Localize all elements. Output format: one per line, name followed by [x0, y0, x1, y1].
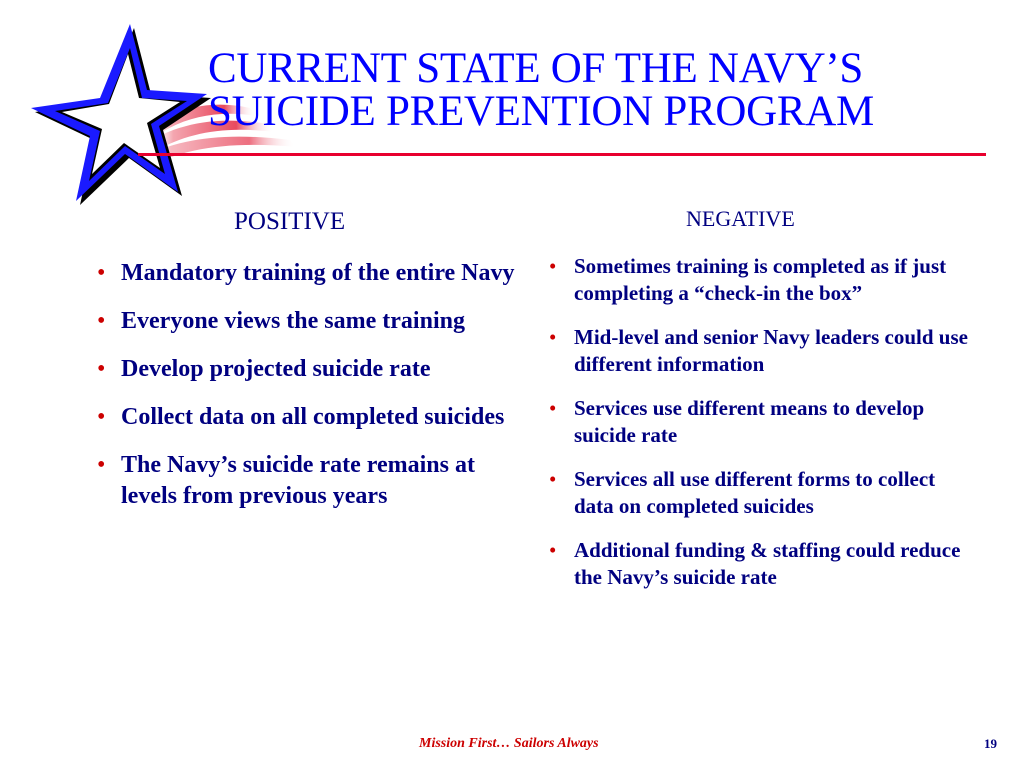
positive-item — [97, 402, 517, 433]
bullet-icon: • — [549, 396, 557, 420]
negative-item-text: Services use different means to develop suicide rate — [574, 396, 925, 447]
negative-item-text: Mid-level and senior Navy leaders could use different information — [574, 325, 968, 376]
positive-item-text: Develop projected suicide rate — [121, 356, 431, 382]
negative-item-text: Additional funding & staffing could reduce the Navy’s suicide rate — [574, 538, 961, 589]
positive-item — [97, 450, 517, 512]
positive-item — [97, 306, 517, 337]
negative-heading: NEGATIVE — [686, 206, 795, 231]
star-icon — [31, 24, 211, 205]
negative-item — [549, 324, 979, 378]
positive-item-text: The Navy’s suicide rate remains at levels from previous years — [121, 452, 475, 509]
negative-list — [549, 253, 979, 608]
bullet-icon: • — [549, 538, 557, 562]
page-number: 19 — [984, 736, 997, 751]
negative-item-text: Services all use different forms to collect data on completed suicides — [574, 467, 936, 518]
bullet-icon: • — [97, 308, 106, 334]
bullet-icon: • — [97, 260, 106, 286]
title-divider — [138, 153, 986, 156]
positive-item-text: Collect data on all completed suicides — [121, 404, 505, 430]
negative-item — [549, 395, 979, 449]
negative-item — [549, 537, 979, 591]
bullet-icon: • — [549, 467, 557, 491]
positive-heading: POSITIVE — [234, 208, 346, 235]
bullet-icon: • — [97, 356, 106, 382]
negative-item — [549, 466, 979, 520]
positive-item-text: Everyone views the same training — [121, 308, 465, 334]
bullet-icon: • — [549, 254, 557, 278]
slide-title-line-1: CURRENT STATE OF THE NAVY’S — [208, 45, 864, 92]
positive-item — [97, 258, 517, 289]
bullet-icon: • — [97, 452, 106, 478]
positive-list — [97, 258, 517, 529]
slide-title — [208, 47, 874, 133]
positive-item-text: Mandatory training of the entire Navy — [121, 260, 515, 286]
negative-item — [549, 253, 979, 307]
footer-tagline: Mission First… Sailors Always — [419, 736, 599, 751]
bullet-icon: • — [97, 404, 106, 430]
bullet-icon: • — [549, 325, 557, 349]
positive-item — [97, 354, 517, 385]
negative-item-text: Sometimes training is completed as if just completing a “check-in the box” — [574, 254, 947, 305]
slide-title-line-2: SUICIDE PREVENTION PROGRAM — [208, 88, 874, 135]
